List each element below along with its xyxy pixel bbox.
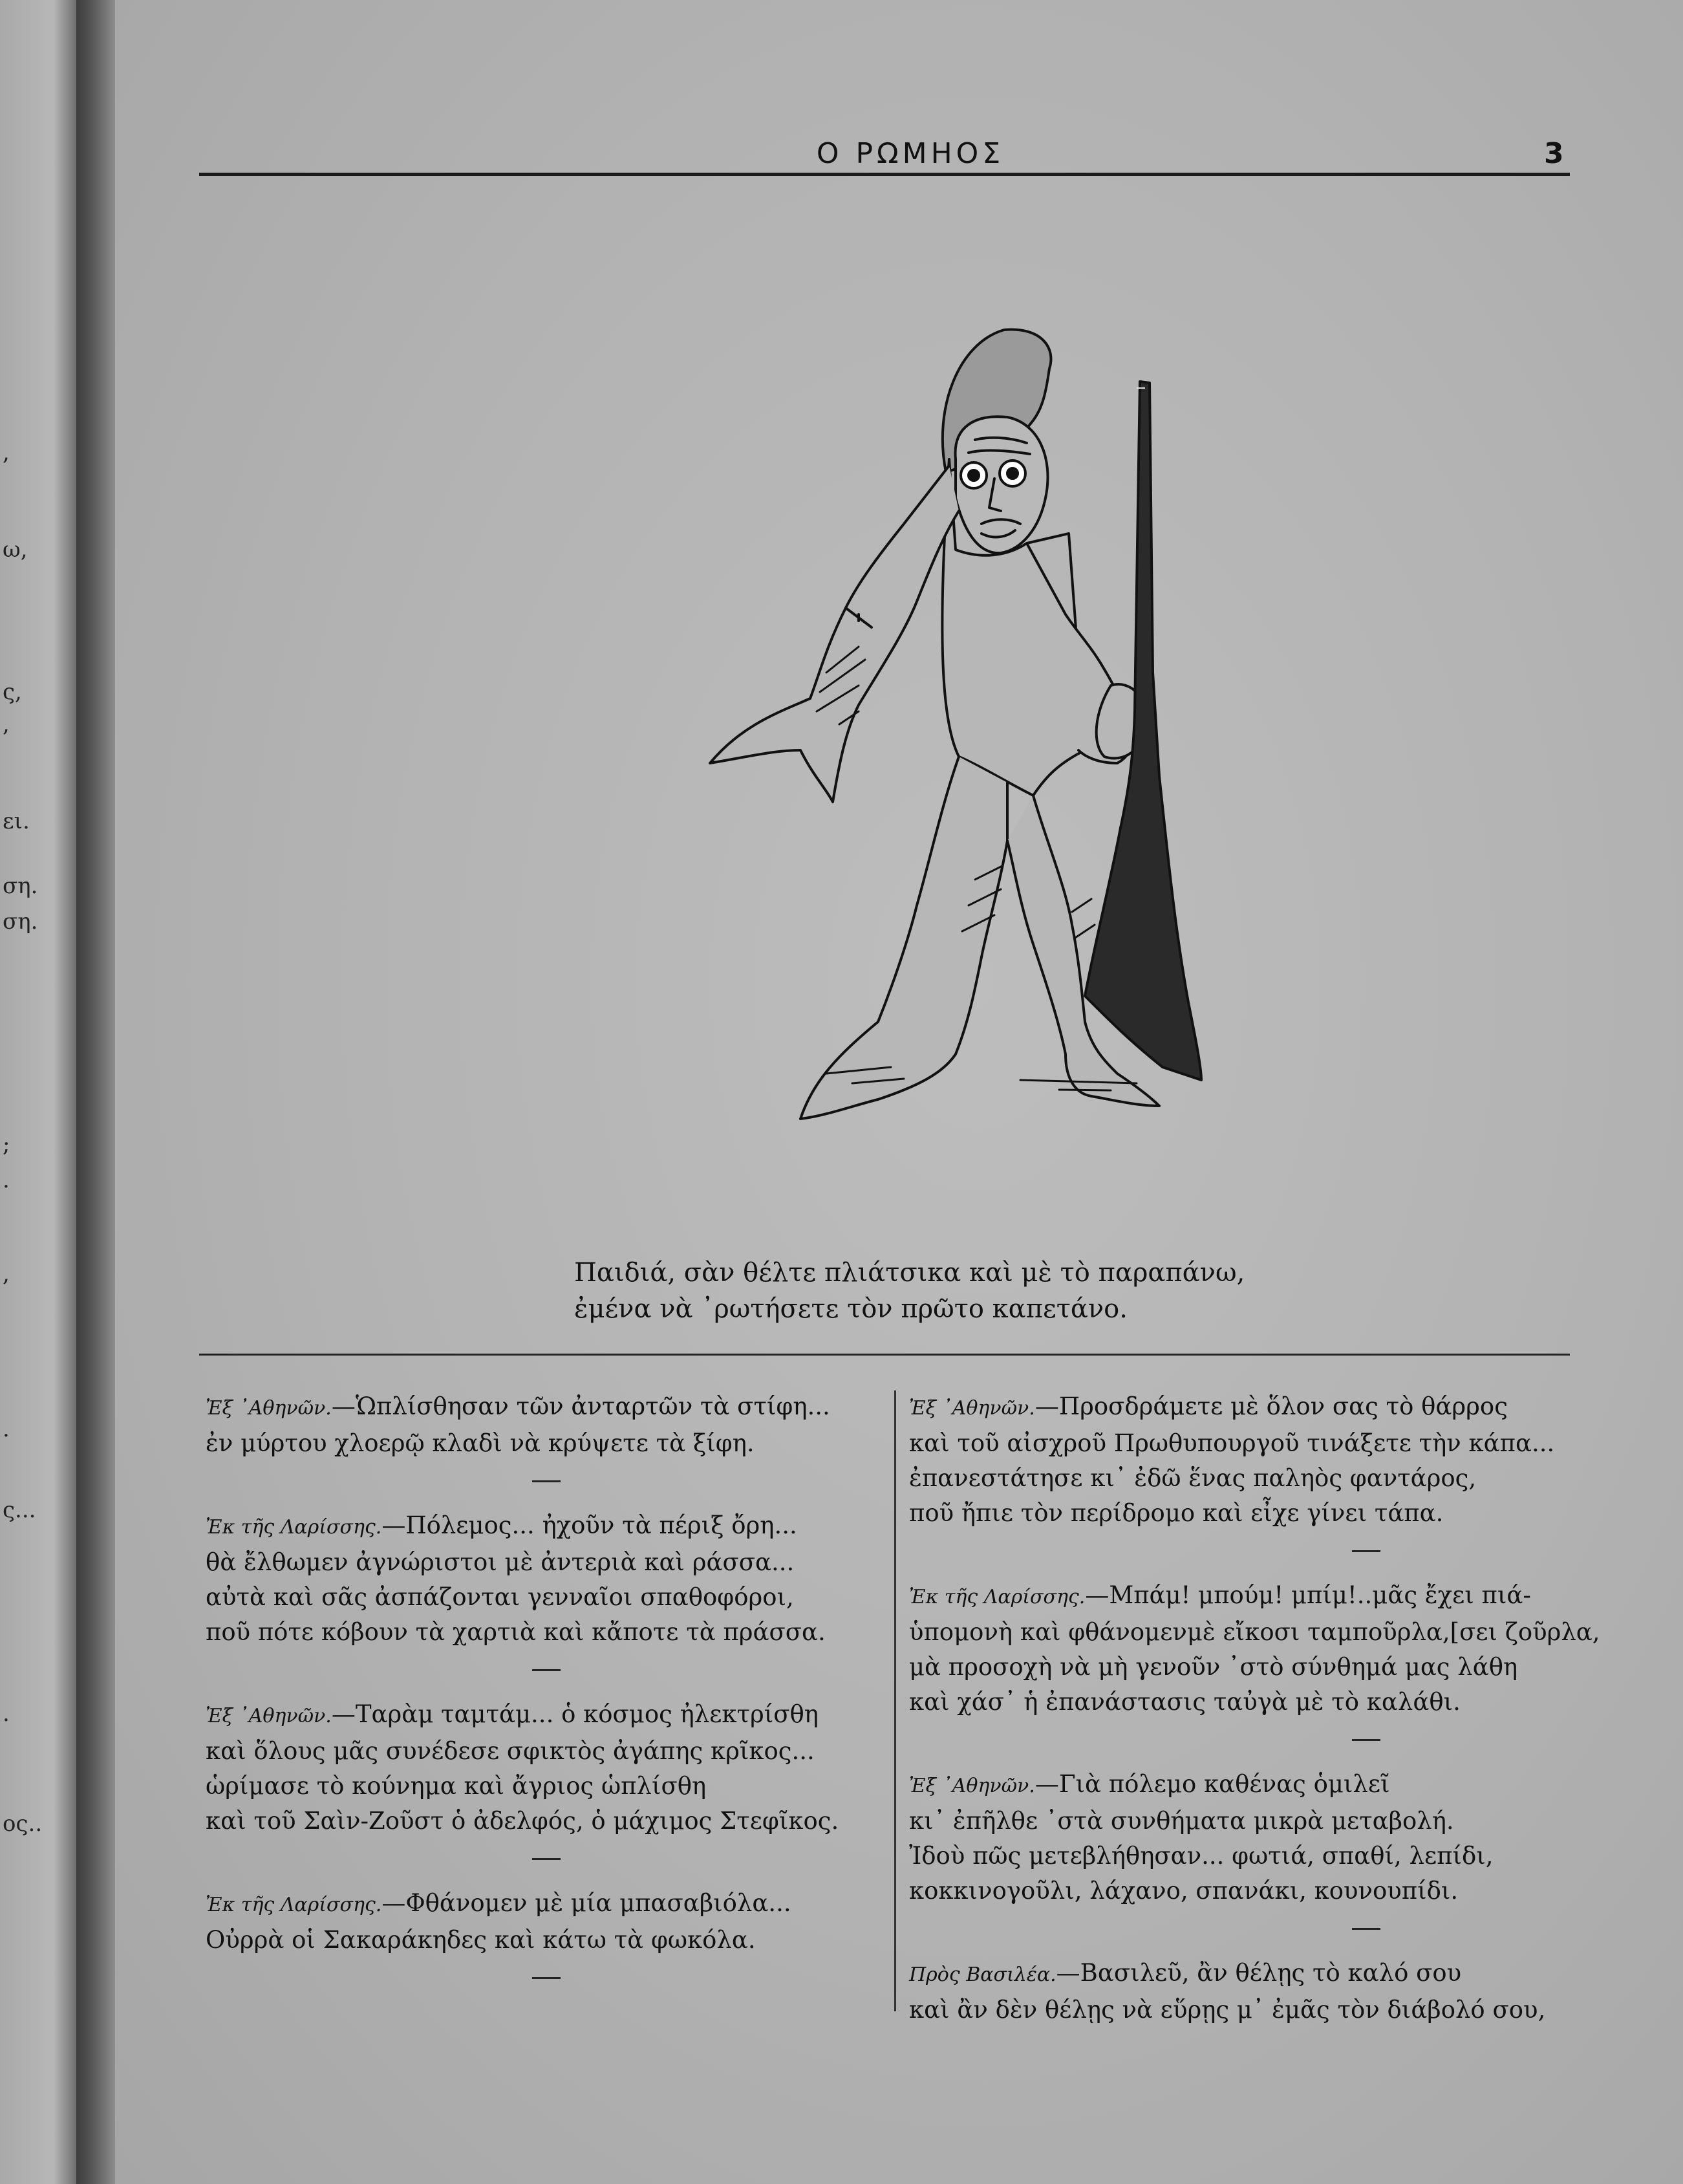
- facing-page-fragment: ;: [3, 1132, 10, 1158]
- stanza-separator: [532, 1480, 561, 1482]
- verse-line: [909, 1650, 1581, 1685]
- verse-stanza: [206, 1389, 891, 1461]
- verse-line: [206, 1508, 891, 1545]
- verse-text: —Ὡπλίσθησαν τῶν ἀνταρτῶν τὰ στίφη...: [331, 1392, 830, 1420]
- stanza-separator: [1352, 1550, 1380, 1552]
- stanza-separator: [1352, 1739, 1380, 1741]
- verse-line: [206, 1580, 891, 1615]
- header-rule: [199, 173, 1570, 176]
- verse-line: [909, 1461, 1581, 1496]
- verse-line: [909, 1804, 1581, 1839]
- verse-text: ἐν μύρτου χλοερῷ κλαδὶ νὰ κρύψετε τὰ ξίφη.: [206, 1429, 755, 1457]
- verse-text: —Γιὰ πόλεμο καθένας ὁμιλεῖ: [1034, 1770, 1390, 1798]
- dispatch-source: Ἐκ τῆς Λαρίσσης.: [909, 1586, 1086, 1608]
- facing-page-fragment: ει.: [3, 808, 30, 834]
- stanza-separator: [532, 1977, 561, 1979]
- facing-page-edge: [0, 0, 76, 2184]
- verse-text: Οὐρρὰ οἱ Σακαράκηδες καὶ κάτω τὰ φωκόλα.: [206, 1926, 756, 1954]
- verse-text: —Μπάμ! μπούμ! μπίμ!..μᾶς ἔχει πιά-: [1085, 1581, 1531, 1609]
- verse-line: [909, 1426, 1581, 1461]
- dispatch-source: Ἐκ τῆς Λαρίσσης.: [206, 1894, 382, 1916]
- facing-page-fragment: ,: [3, 440, 10, 466]
- verse-line: [206, 1389, 891, 1426]
- verse-line: [909, 1874, 1581, 1908]
- verse-text: ποῦ ἤπιε τὸν περίδρομο καὶ εἶχε γίνει τάπα.: [909, 1499, 1444, 1527]
- verse-line: [206, 1697, 891, 1734]
- left-leg-shape: [800, 757, 1007, 1119]
- verse-text: ἐπανεστάτησε κι᾽ ἐδῶ ἕνας παληὸς φαντάρος,: [909, 1464, 1477, 1492]
- facing-page-fragment: ω,: [3, 537, 28, 563]
- stanza-separator: [532, 1669, 561, 1671]
- verse-line: [909, 1767, 1581, 1804]
- verse-text: καὶ τοῦ Σαὶν-Ζοῦστ ὁ ἀδελφός, ὁ μάχιμος Στεφῖκος.: [206, 1807, 839, 1835]
- stanza-separator: [1352, 1928, 1380, 1930]
- facing-page-fragment: ση.: [3, 873, 38, 899]
- newspaper-page: [115, 0, 1683, 2184]
- verse-stanza: [909, 1767, 1581, 1908]
- verse-text: κοκκινογοῦλι, λάχανο, σπανάκι, κουνουπίδι.: [909, 1877, 1459, 1905]
- verse-line: [206, 1923, 891, 1958]
- verse-text: θὰ ἔλθωμεν ἀγνώριστοι μὲ ἀντεριὰ καὶ ράσσα...: [206, 1548, 795, 1576]
- verse-text: ὑπομονὴ καὶ φθάνομενμὲ εἴκοσι ταμποῦρλα,[σει ζοῦρλα,: [909, 1618, 1600, 1646]
- verse-stanza: [206, 1697, 891, 1839]
- verse-stanza: [206, 1508, 891, 1650]
- page-number: 3: [1544, 137, 1564, 170]
- facing-page-fragment: .: [3, 1416, 10, 1442]
- verse-line: [909, 1685, 1581, 1720]
- verse-line: [206, 1426, 891, 1461]
- verse-text: κι᾽ ἐπῆλθε ᾽στὰ συνθήματα μικρὰ μεταβολή.: [909, 1807, 1454, 1835]
- verse-text: καὶ ὅλους μᾶς συνέδεσε σφικτὸς ἀγάπης κρῖκος...: [206, 1737, 815, 1765]
- left-column: [206, 1389, 891, 2005]
- section-rule: [199, 1354, 1570, 1356]
- verse-text: καὶ ἂν δὲν θέλῃς νὰ εὕρῃς μ᾽ ἐμᾶς τὸν διάβολό σου,: [909, 1996, 1546, 2024]
- verse-line: [909, 1578, 1581, 1615]
- illustration-caption: [574, 1255, 1415, 1327]
- verse-line: [206, 1886, 891, 1923]
- book-gutter: [76, 0, 115, 2184]
- verse-text: —Βασιλεῦ, ἂν θέλῃς τὸ καλό σου: [1056, 1959, 1462, 1987]
- verse-stanza: [206, 1886, 891, 1958]
- verse-line: [909, 1839, 1581, 1874]
- verse-line: [206, 1545, 891, 1580]
- verse-line: [206, 1769, 891, 1804]
- verse-line: [909, 1615, 1600, 1650]
- dispatch-source: Ἐξ ᾽Αθηνῶν.: [206, 1705, 332, 1727]
- caption-line: ἐμένα νὰ ᾽ρωτήσετε τὸν πρῶτο καπετάνο.: [574, 1294, 1128, 1324]
- verse-stanza: [909, 1389, 1581, 1531]
- right-column: [909, 1389, 1600, 2027]
- verse-line: [206, 1734, 891, 1769]
- verse-stanza: [909, 1578, 1600, 1720]
- verse-text: —Προσδράμετε μὲ ὅλον σας τὸ θάρρος: [1034, 1392, 1508, 1420]
- verse-text: —Ταρὰμ ταμτάμ... ὁ κόσμος ἠλεκτρίσθη: [331, 1700, 819, 1728]
- caricature-illustration: [555, 310, 1305, 1145]
- column-divider: [894, 1390, 896, 2011]
- facing-page-fragment: ς...: [3, 1497, 36, 1523]
- verse-text: Ἰδοὺ πῶς μετεβλήθησαν... φωτιά, σπαθί, λεπίδι,: [909, 1842, 1494, 1870]
- verse-text: καὶ χάσ᾽ ἡ ἐπανάστασις ταὐγὰ μὲ τὸ καλάθι.: [909, 1688, 1461, 1716]
- verse-text: μὰ προσοχὴ νὰ μὴ γενοῦν ᾽στὸ σύνθημά μας λάθη: [909, 1653, 1518, 1681]
- facing-page-fragment: ς,: [3, 679, 22, 705]
- verse-line: [909, 1496, 1581, 1531]
- facing-page-fragment: .: [3, 1167, 10, 1193]
- verse-line: [909, 1956, 1581, 1993]
- verse-text: αὐτὰ καὶ σᾶς ἀσπάζονται γενναῖοι σπαθοφόροι,: [206, 1583, 794, 1611]
- verse-line: [206, 1615, 891, 1650]
- facing-page-fragment: ος..: [3, 1811, 43, 1837]
- dispatch-source: Ἐξ ᾽Αθηνῶν.: [206, 1397, 332, 1420]
- verse-text: ὡρίμασε τὸ κούνημα καὶ ἄγριος ὡπλίσθη: [206, 1772, 707, 1800]
- masthead-title: Ο ΡΩΜΗΟΣ: [816, 137, 1005, 170]
- dispatch-source: Ἐκ τῆς Λαρίσσης.: [206, 1516, 382, 1539]
- dispatch-source: Ἐξ ᾽Αθηνῶν.: [909, 1775, 1035, 1797]
- verse-text: —Φθάνομεν μὲ μία μπασαβιόλα...: [381, 1889, 791, 1917]
- verse-stanza: [909, 1956, 1581, 2027]
- verse-text: ποῦ πότε κόβουν τὰ χαρτιὰ καὶ κἄποτε τὰ πράσσα.: [206, 1618, 826, 1646]
- verse-line: [909, 1993, 1581, 2027]
- verse-text: —Πόλεμος... ἠχοῦν τὰ πέριξ ὄρη...: [381, 1511, 797, 1539]
- dispatch-source: Ἐξ ᾽Αθηνῶν.: [909, 1397, 1035, 1420]
- verse-line: [206, 1804, 891, 1839]
- left-arm-shape: [710, 466, 959, 802]
- facing-page-fragment: ,: [3, 711, 10, 737]
- stanza-separator: [532, 1858, 561, 1860]
- dispatch-source: Πρὸς Βασιλέα.: [909, 1963, 1056, 1986]
- verse-text: καὶ τοῦ αἰσχροῦ Πρωθυπουργοῦ τινάξετε τὴν κάπα...: [909, 1429, 1555, 1457]
- caption-line: Παιδιά, σὰν θέλτε πλιάτσικα καὶ μὲ τὸ παραπάνω,: [574, 1258, 1245, 1288]
- facing-page-fragment: ση.: [3, 909, 38, 935]
- facing-page-fragment: .: [3, 1701, 10, 1727]
- facing-page-fragment: ,: [3, 1261, 10, 1287]
- verse-line: [909, 1389, 1581, 1426]
